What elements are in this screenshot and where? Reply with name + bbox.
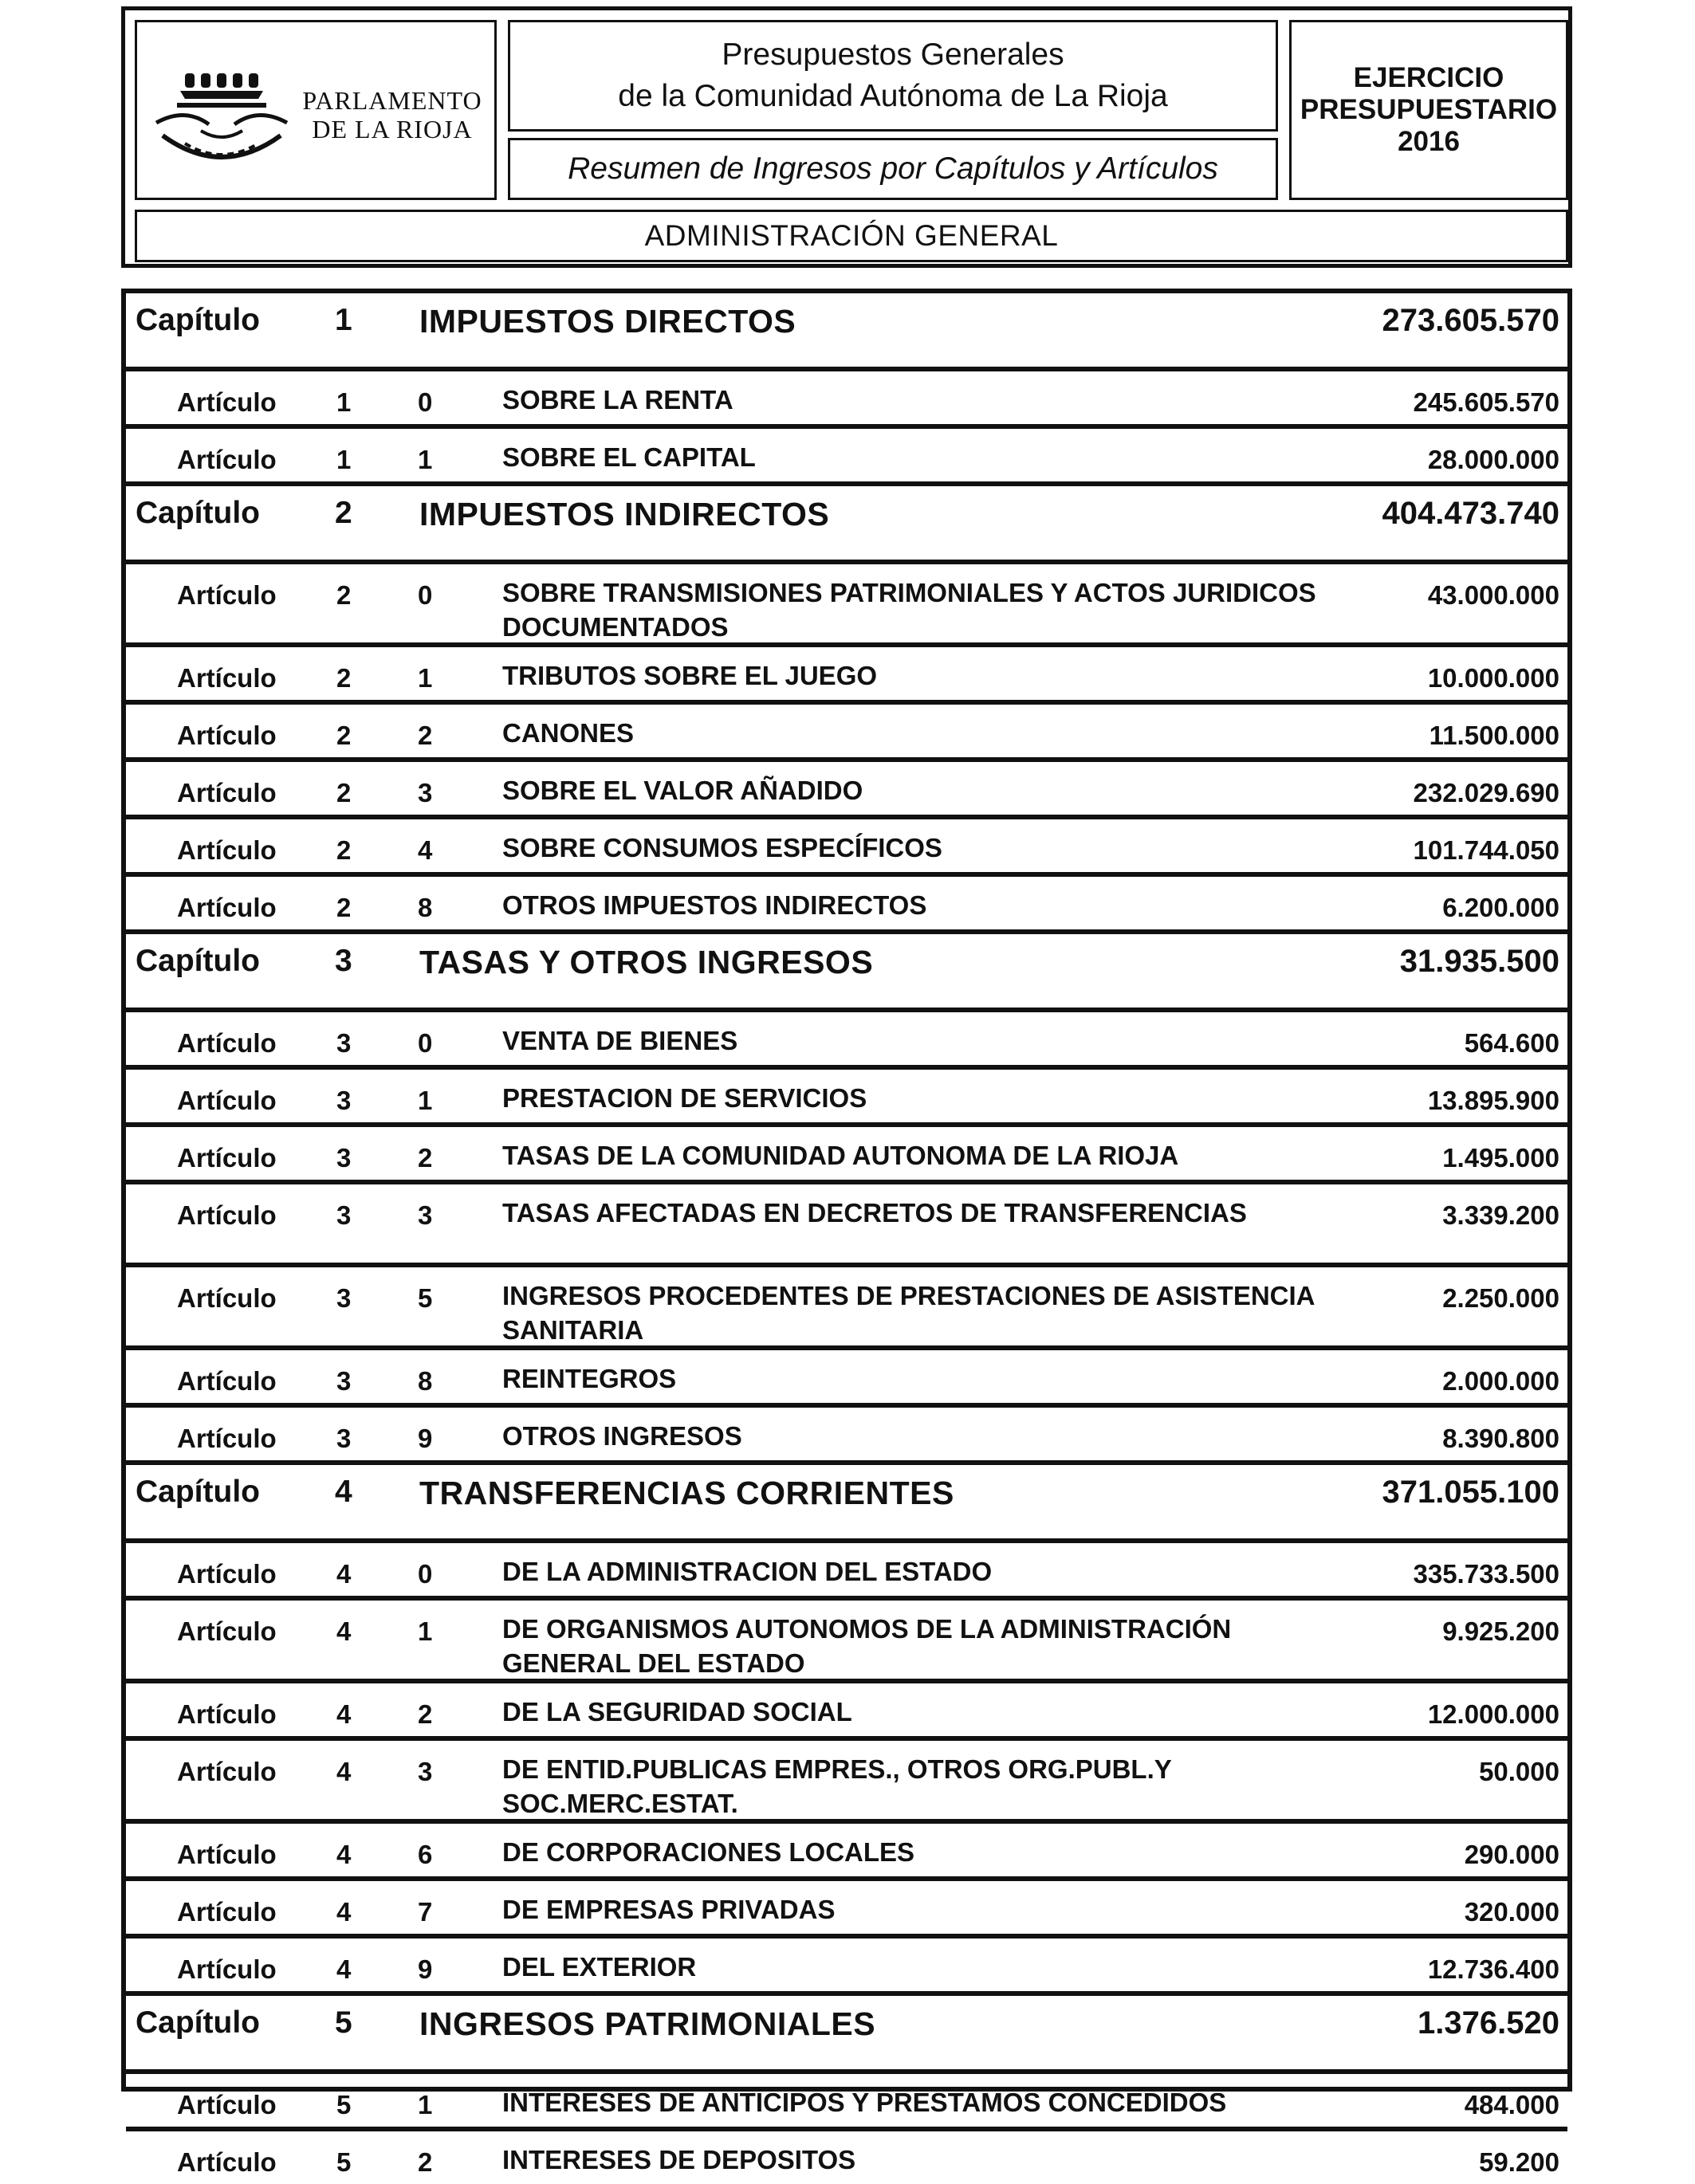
row-label: Artículo (177, 1897, 277, 1927)
capitulo-number: 4 (335, 1475, 352, 1509)
capitulo-number: 4 (336, 1559, 352, 1589)
row-description: DE CORPORACIONES LOCALES (502, 1837, 915, 1867)
document-header (121, 6, 1572, 268)
row-label: Artículo (177, 1840, 277, 1869)
row-amount: 320.000 (1464, 1897, 1559, 1927)
row-label: Artículo (177, 1366, 277, 1396)
row-description: SOBRE TRANSMISIONES PATRIMONIALES Y ACTOS JURIDICOS DOCUMENTADOS (502, 578, 1316, 642)
capitulo-number: 2 (336, 893, 352, 922)
row-label: Artículo (177, 1086, 277, 1115)
capitulo-number: 1 (336, 387, 352, 417)
capitulo-number: 4 (336, 1840, 352, 1869)
row-label: Artículo (177, 1954, 277, 1984)
articulo-row (126, 2127, 1567, 2184)
row-description: REINTEGROS (502, 1364, 677, 1393)
row-description: DE LA SEGURIDAD SOCIAL (502, 1697, 852, 1726)
row-label: Artículo (177, 721, 277, 750)
capitulo-number: 2 (336, 835, 352, 865)
row-amount: 335.733.500 (1413, 1559, 1559, 1589)
row-amount: 28.000.000 (1427, 445, 1559, 474)
row-description: VENTA DE BIENES (502, 1026, 738, 1055)
row-amount: 2.250.000 (1442, 1283, 1559, 1313)
document-title (508, 20, 1278, 132)
capitulo-number: 4 (336, 1616, 352, 1646)
row-label: Artículo (177, 835, 277, 865)
capitulo-number: 2 (335, 496, 352, 530)
row-label: Artículo (177, 1200, 277, 1230)
row-amount: 232.029.690 (1413, 778, 1559, 807)
articulo-row (126, 560, 1567, 642)
capitulo-number: 5 (335, 2005, 352, 2040)
row-label: Capítulo (136, 2005, 260, 2040)
row-description: SOBRE CONSUMOS ESPECÍFICOS (502, 833, 942, 862)
articulo-row (126, 815, 1567, 872)
row-label: Artículo (177, 1757, 277, 1786)
row-amount: 1.495.000 (1442, 1143, 1559, 1173)
row-amount: 10.000.000 (1427, 663, 1559, 693)
row-label: Capítulo (136, 303, 260, 337)
row-description: OTROS IMPUESTOS INDIRECTOS (502, 890, 927, 920)
row-amount: 13.895.900 (1427, 1086, 1559, 1115)
articulo-number: 6 (418, 1840, 433, 1869)
row-description: TASAS DE LA COMUNIDAD AUTONOMA DE LA RIOJA (502, 1141, 1179, 1170)
capitulo-number: 5 (336, 2090, 352, 2119)
ejercicio-line-2: PRESUPUESTARIO (1300, 94, 1558, 125)
row-amount: 101.744.050 (1413, 835, 1559, 865)
row-description: INGRESOS PATRIMONIALES (419, 2005, 876, 2042)
row-amount: 484.000 (1464, 2090, 1559, 2119)
articulo-number: 0 (418, 387, 433, 417)
capitulo-number: 2 (336, 778, 352, 807)
logo-line-2: DE LA RIOJA (312, 115, 473, 143)
budget-summary-table (121, 289, 1572, 2177)
articulo-row (126, 1876, 1567, 1934)
articulo-number: 3 (418, 1200, 433, 1230)
logo-panel (135, 20, 497, 200)
articulo-number: 8 (418, 1366, 433, 1396)
row-description: TRANSFERENCIAS CORRIENTES (419, 1475, 954, 1511)
articulo-number: 1 (418, 1616, 433, 1646)
row-amount: 43.000.000 (1427, 580, 1559, 610)
row-description: TRIBUTOS SOBRE EL JUEGO (502, 661, 878, 690)
articulo-row (126, 642, 1567, 700)
capitulo-row (126, 929, 1567, 1008)
row-description: INTERESES DE ANTICIPOS Y PRESTAMOS CONCEDIDOS (502, 2088, 1227, 2117)
articulo-number: 2 (418, 2147, 433, 2177)
capitulo-row (126, 1460, 1567, 1538)
articulo-number: 0 (418, 1028, 433, 1058)
logo-line-1: PARLAMENTO (302, 86, 482, 115)
row-label: Artículo (177, 2147, 277, 2177)
capitulo-number: 2 (336, 721, 352, 750)
subtitle-text: Resumen de Ingresos por Capítulos y Artículos (568, 151, 1218, 186)
row-description: SOBRE LA RENTA (502, 385, 733, 414)
articulo-number: 0 (418, 580, 433, 610)
row-label: Artículo (177, 387, 277, 417)
articulo-row (126, 367, 1567, 424)
articulo-row (126, 700, 1567, 757)
parliament-emblem-icon (153, 67, 297, 179)
articulo-number: 9 (418, 1954, 433, 1984)
row-description: DE EMPRESAS PRIVADAS (502, 1895, 836, 1924)
row-amount: 404.473.740 (1382, 496, 1559, 531)
capitulo-number: 3 (336, 1283, 352, 1313)
document-subtitle (508, 138, 1278, 200)
capitulo-number: 2 (336, 580, 352, 610)
articulo-row (126, 1679, 1567, 1736)
articulo-row (126, 1345, 1567, 1403)
articulo-row (126, 1934, 1567, 1991)
articulo-row (126, 1538, 1567, 1596)
row-description: DE LA ADMINISTRACION DEL ESTADO (502, 1557, 993, 1586)
articulo-number: 1 (418, 2090, 433, 2119)
capitulo-number: 3 (336, 1424, 352, 1453)
row-amount: 2.000.000 (1442, 1366, 1559, 1396)
title-line-2: de la Comunidad Autónoma de La Rioja (618, 79, 1168, 113)
capitulo-number: 1 (336, 445, 352, 474)
row-amount: 564.600 (1464, 1028, 1559, 1058)
row-label: Artículo (177, 1699, 277, 1729)
row-amount: 3.339.200 (1442, 1200, 1559, 1230)
row-amount: 11.500.000 (1429, 721, 1559, 750)
articulo-number: 5 (418, 1283, 433, 1313)
capitulo-number: 4 (336, 1757, 352, 1786)
row-label: Capítulo (136, 944, 260, 978)
capitulo-number: 2 (336, 663, 352, 693)
articulo-number: 3 (418, 1757, 433, 1786)
articulo-number: 2 (418, 721, 433, 750)
row-label: Artículo (177, 1559, 277, 1589)
articulo-number: 1 (418, 1086, 433, 1115)
row-description: DE ENTID.PUBLICAS EMPRES., OTROS ORG.PUBL.Y SOC.MERC.ESTAT. (502, 1754, 1172, 1818)
articulo-number: 1 (418, 663, 433, 693)
articulo-number: 3 (418, 778, 433, 807)
row-description: TASAS Y OTROS INGRESOS (419, 944, 874, 980)
row-amount: 6.200.000 (1442, 893, 1559, 922)
articulo-row (126, 2069, 1567, 2127)
row-label: Artículo (177, 2090, 277, 2119)
articulo-row (126, 1403, 1567, 1460)
articulo-number: 8 (418, 893, 433, 922)
capitulo-number: 3 (335, 944, 352, 978)
capitulo-number: 3 (336, 1086, 352, 1115)
capitulo-number: 4 (336, 1897, 352, 1927)
row-description: INGRESOS PROCEDENTES DE PRESTACIONES DE ASISTENCIA SANITARIA (502, 1281, 1315, 1345)
articulo-row (126, 424, 1567, 481)
section-title (135, 210, 1568, 262)
capitulo-row (126, 293, 1567, 367)
articulo-number: 7 (418, 1897, 433, 1927)
capitulo-number: 3 (336, 1143, 352, 1173)
articulo-row (126, 1819, 1567, 1876)
articulo-row (126, 1065, 1567, 1122)
articulo-number: 2 (418, 1699, 433, 1729)
articulo-row (126, 757, 1567, 815)
row-amount: 12.736.400 (1427, 1954, 1559, 1984)
row-description: INTERESES DE DEPOSITOS (502, 2145, 856, 2174)
row-label: Artículo (177, 893, 277, 922)
fiscal-year-box (1289, 20, 1568, 200)
row-label: Artículo (177, 1424, 277, 1453)
ejercicio-line-1: EJERCICIO (1353, 62, 1504, 93)
row-amount: 245.605.570 (1413, 387, 1559, 417)
row-description: DEL EXTERIOR (502, 1952, 697, 1982)
row-amount: 273.605.570 (1382, 303, 1559, 338)
row-label: Artículo (177, 1143, 277, 1173)
logo-wordmark (297, 86, 488, 143)
row-label: Capítulo (136, 1475, 260, 1509)
row-description: OTROS INGRESOS (502, 1421, 742, 1451)
row-description: PRESTACION DE SERVICIOS (502, 1083, 867, 1113)
row-description: SOBRE EL VALOR AÑADIDO (502, 776, 863, 805)
row-label: Artículo (177, 663, 277, 693)
row-amount: 31.935.500 (1399, 944, 1559, 979)
fiscal-year: 2016 (1398, 126, 1460, 157)
articulo-row (126, 1008, 1567, 1065)
capitulo-number: 4 (336, 1699, 352, 1729)
row-label: Artículo (177, 445, 277, 474)
row-description: IMPUESTOS DIRECTOS (419, 303, 796, 340)
articulo-row (126, 1180, 1567, 1263)
row-label: Artículo (177, 778, 277, 807)
articulo-number: 2 (418, 1143, 433, 1173)
row-amount: 290.000 (1464, 1840, 1559, 1869)
capitulo-row (126, 481, 1567, 560)
capitulo-number: 3 (336, 1028, 352, 1058)
row-description: IMPUESTOS INDIRECTOS (419, 496, 830, 532)
row-amount: 1.376.520 (1418, 2005, 1559, 2041)
capitulo-number: 1 (335, 303, 352, 337)
row-description: CANONES (502, 718, 635, 748)
articulo-number: 1 (418, 445, 433, 474)
row-label: Artículo (177, 580, 277, 610)
row-label: Capítulo (136, 496, 260, 530)
section-title-text: ADMINISTRACIÓN GENERAL (644, 219, 1059, 252)
articulo-number: 0 (418, 1559, 433, 1589)
capitulo-number: 3 (336, 1200, 352, 1230)
capitulo-row (126, 1991, 1567, 2069)
articulo-row (126, 872, 1567, 929)
row-description: TASAS AFECTADAS EN DECRETOS DE TRANSFERENCIAS (502, 1198, 1247, 1228)
row-amount: 59.200 (1479, 2147, 1559, 2177)
title-line-1: Presupuestos Generales (722, 37, 1064, 72)
articulo-row (126, 1263, 1567, 1345)
capitulo-number: 5 (336, 2147, 352, 2177)
row-amount: 8.390.800 (1442, 1424, 1559, 1453)
articulo-row (126, 1736, 1567, 1819)
articulo-row (126, 1596, 1567, 1679)
articulo-number: 4 (418, 835, 433, 865)
capitulo-number: 4 (336, 1954, 352, 1984)
row-label: Artículo (177, 1283, 277, 1313)
articulo-row (126, 1122, 1567, 1180)
row-description: DE ORGANISMOS AUTONOMOS DE LA ADMINISTRACIÓN GENERAL DEL ESTADO (502, 1614, 1232, 1678)
articulo-number: 9 (418, 1424, 433, 1453)
row-description: SOBRE EL CAPITAL (502, 442, 756, 472)
row-amount: 12.000.000 (1427, 1699, 1559, 1729)
row-label: Artículo (177, 1028, 277, 1058)
row-amount: 9.925.200 (1442, 1616, 1559, 1646)
row-label: Artículo (177, 1616, 277, 1646)
row-amount: 371.055.100 (1382, 1475, 1559, 1510)
row-amount: 50.000 (1479, 1757, 1559, 1786)
capitulo-number: 3 (336, 1366, 352, 1396)
